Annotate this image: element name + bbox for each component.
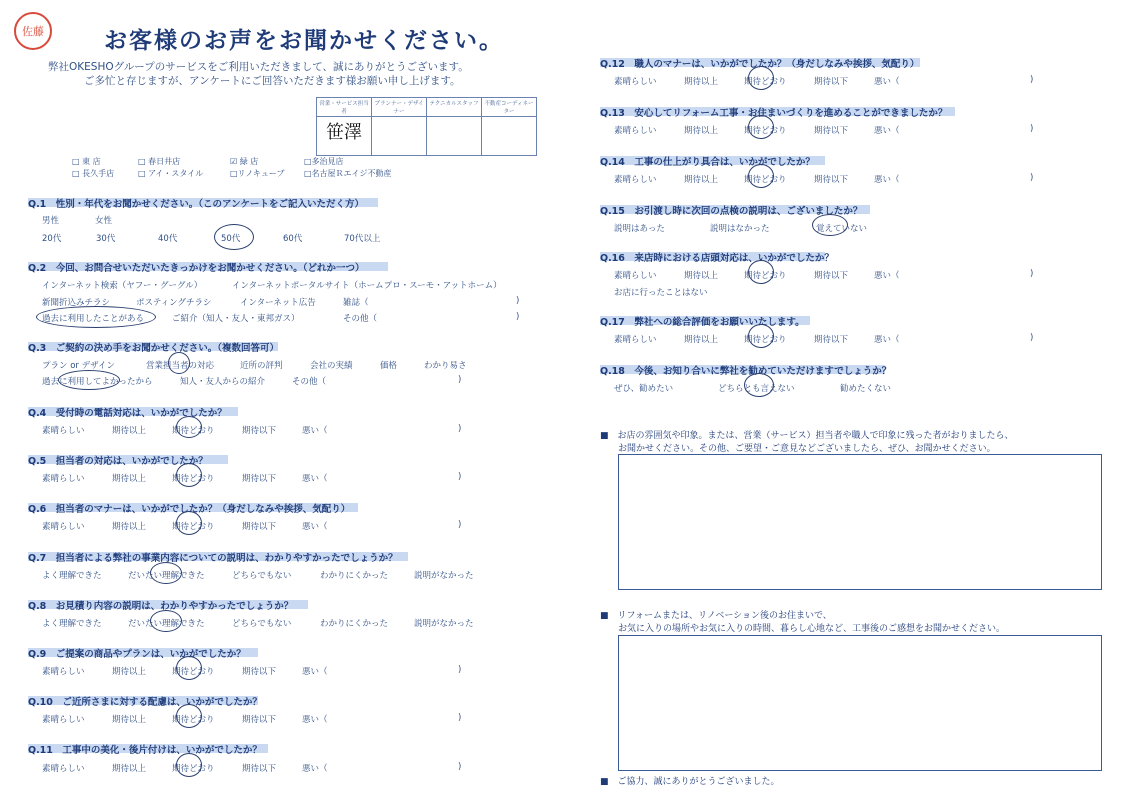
close-paren: )	[1030, 269, 1034, 279]
option[interactable]: インターネット検索（ヤフー・グーグル）	[42, 281, 203, 291]
question-title	[28, 550, 398, 564]
rating-option[interactable]: 期待どおり	[172, 667, 215, 677]
question-text: Q.18 今後、お知り合いに弊社を勧めていただけますでしょうか？	[600, 366, 892, 377]
rating-option[interactable]: 期待どおり	[172, 764, 215, 774]
question-text: Q.17 弊社への総合評価をお願いいたします。	[600, 317, 805, 328]
understand-option[interactable]: どちらでもない	[232, 571, 292, 581]
understand-option[interactable]: よく理解できた	[42, 619, 102, 629]
rating-option[interactable]: 期待どおり	[172, 715, 215, 725]
question-text: Q.6 担当者のマナーは、いかがでしたか？（身だしなみや挨拶、気配り）	[28, 504, 351, 515]
answer-mark	[176, 753, 202, 777]
rating-option[interactable]: 期待以上	[684, 271, 719, 281]
thanks-text: ■ ご協力、誠にありがとうございました。	[600, 777, 780, 787]
q15-option[interactable]: 覚えていない	[816, 224, 868, 234]
intro-text	[48, 60, 469, 88]
rating-option[interactable]: 素晴らしい	[42, 522, 85, 532]
free-comment-1-label: ■ お店の雰囲気や印象。または、営業（サービス）担当者や職人で印象に残った者がおりましたら、	[600, 431, 1014, 441]
question-text: Q.8 お見積り内容の説明は、わかりやすかったでしょうか？	[28, 601, 294, 612]
q18-option[interactable]: 勧めたくない	[840, 384, 892, 394]
rating-option[interactable]: 期待どおり	[172, 522, 215, 532]
close-paren: )	[458, 665, 462, 675]
intro-line-2: ご多忙と存じますが、アンケートにご回答いただきます様お願い申し上げます。	[84, 75, 461, 87]
rating-option[interactable]: 期待どおり	[744, 271, 787, 281]
rating-option[interactable]: 期待以下	[814, 77, 849, 87]
rating-option[interactable]: 素晴らしい	[614, 77, 657, 87]
question-title	[600, 363, 891, 377]
question-title	[28, 405, 227, 419]
rating-option[interactable]: 素晴らしい	[614, 335, 657, 345]
option[interactable]: 知人・友人からの紹介	[180, 377, 266, 387]
answer-mark	[176, 656, 202, 680]
question-title	[28, 340, 279, 354]
rating-option[interactable]: 悪い（	[302, 474, 328, 484]
rating-option[interactable]: 期待以上	[112, 667, 147, 677]
rating-option[interactable]: 期待以上	[684, 335, 719, 345]
question-title	[28, 646, 246, 660]
rating-option[interactable]: 期待以下	[814, 335, 849, 345]
answer-mark	[812, 214, 848, 236]
option[interactable]: 新聞折込みチラシ	[42, 298, 111, 308]
option-age[interactable]: 50代	[221, 234, 241, 244]
question-text: Q.12 職人のマナーは、いかがでしたか？（身だしなみや挨拶、気配り）	[600, 59, 920, 70]
option-age[interactable]: 20代	[42, 234, 62, 244]
close-paren: )	[458, 713, 462, 723]
question-text: Q.9 ご提案の商品やプランは、いかがでしたか？	[28, 649, 246, 660]
close-paren: )	[516, 296, 520, 306]
rating-option[interactable]: 期待以下	[242, 764, 277, 774]
option[interactable]: インターネットポータルサイト（ホームプロ・スーモ・アットホーム）	[232, 281, 502, 291]
store-checkboxes	[72, 156, 392, 180]
close-paren: )	[458, 472, 462, 482]
store-checkbox[interactable]: □ 春日井店	[138, 157, 181, 166]
option[interactable]: 過去に利用してよかったから	[42, 377, 153, 387]
answer-mark	[176, 704, 202, 728]
staff-header: テクニカルスタッフ	[427, 98, 482, 117]
rating-option[interactable]: 期待以下	[242, 522, 277, 532]
option-age[interactable]: 70代以上	[344, 234, 381, 244]
question-text: Q.7 担当者による弊社の事業内容についての説明は、わかりやすかったでしょうか？	[28, 553, 398, 564]
store-checkbox[interactable]: □ 東 店	[72, 157, 101, 166]
rating-option[interactable]: 期待以下	[242, 715, 277, 725]
question-text: Q.14 工事の仕上がり具合は、いかがでしたか？	[600, 157, 815, 168]
understand-option[interactable]: よく理解できた	[42, 571, 102, 581]
rating-option[interactable]: 期待どおり	[744, 335, 787, 345]
rating-option[interactable]: 期待以下	[242, 426, 277, 436]
question-text: Q.11 工事中の美化・後片付けは、いかがでしたか？	[28, 745, 262, 756]
question-text: Q.1 性別・年代をお聞かせください。（このアンケートをご記入いただく方）	[28, 199, 364, 210]
rating-option[interactable]: 期待以上	[112, 764, 147, 774]
answer-mark	[150, 562, 182, 584]
rating-option[interactable]: 期待以上	[684, 77, 719, 87]
close-paren: )	[1030, 173, 1034, 183]
rating-option[interactable]: 悪い（	[874, 77, 900, 87]
store-checkbox[interactable]: □名古屋Ｒエイジ不動産	[304, 169, 392, 178]
option-male[interactable]: 男性	[42, 216, 60, 226]
rating-option[interactable]: 期待以上	[684, 126, 719, 136]
close-paren: )	[458, 520, 462, 530]
question-title	[28, 260, 365, 274]
rating-option[interactable]: 素晴らしい	[614, 126, 657, 136]
question-title	[28, 742, 262, 756]
rating-option[interactable]: 素晴らしい	[42, 667, 85, 677]
close-paren: )	[1030, 333, 1034, 343]
option[interactable]: 価格	[380, 361, 398, 371]
option[interactable]: 営業担当者の対応	[146, 361, 215, 371]
free-comment-2-label: お気に入りの場所やお気に入りの時間、暮らし心地など、工事後のご感想をお聞かせください。	[618, 624, 1006, 634]
option[interactable]: 近所の評判	[240, 361, 283, 371]
seal-stamp	[14, 12, 52, 50]
answer-mark	[744, 373, 774, 397]
question-title	[600, 154, 815, 168]
rating-option[interactable]: 期待以上	[112, 522, 147, 532]
answer-mark	[36, 306, 156, 328]
answer-mark	[176, 416, 202, 438]
option-age[interactable]: 60代	[283, 234, 303, 244]
rating-option[interactable]: 期待以下	[814, 271, 849, 281]
store-checkbox[interactable]: □リノキューブ	[230, 169, 285, 178]
staff-sign-cell[interactable]	[317, 117, 372, 156]
question-text: Q.15 お引渡し時に次回の点検の説明は、ございましたか？	[600, 206, 863, 217]
rating-option[interactable]: 悪い（	[874, 271, 900, 281]
option[interactable]: その他（	[292, 377, 327, 387]
close-paren: )	[1030, 75, 1034, 85]
rating-option[interactable]: 素晴らしい	[42, 764, 85, 774]
answer-mark	[150, 610, 182, 632]
question-text: Q.16 来店時における店頭対応は、いかがでしたか？	[600, 253, 834, 264]
option[interactable]: ポスティングチラシ	[136, 298, 212, 308]
staff-header: プランナー・デザイナー	[372, 98, 427, 117]
q16-extra-option[interactable]: お店に行ったことはない	[614, 288, 708, 298]
question-title	[600, 105, 947, 119]
answer-mark	[748, 66, 774, 90]
answer-mark	[214, 224, 254, 250]
free-comment-2-box[interactable]	[618, 635, 1102, 771]
rating-option[interactable]: 期待以下	[814, 126, 849, 136]
answer-mark	[176, 511, 202, 535]
answer-mark	[58, 370, 120, 390]
option[interactable]: 会社の実績	[310, 361, 353, 371]
store-checkbox[interactable]: □多治見店	[304, 157, 344, 166]
close-paren: )	[458, 375, 462, 385]
option-age[interactable]: 40代	[158, 234, 178, 244]
rating-option[interactable]: 素晴らしい	[42, 715, 85, 725]
rating-option[interactable]: 悪い（	[874, 335, 900, 345]
close-paren: )	[458, 762, 462, 772]
option[interactable]: ご紹介（知人・友人・東邦ガス）	[172, 314, 300, 324]
close-paren: )	[458, 424, 462, 434]
question-title	[600, 250, 834, 264]
rating-option[interactable]: 素晴らしい	[42, 474, 85, 484]
question-text: Q.3 ご契約の決め手をお聞かせください。（複数回答可）	[28, 343, 280, 354]
rating-option[interactable]: 期待以上	[112, 426, 147, 436]
rating-option[interactable]: 素晴らしい	[42, 426, 85, 436]
option[interactable]: インターネット広告	[240, 298, 316, 308]
understand-option[interactable]: 説明がなかった	[414, 571, 474, 581]
option[interactable]: その他（	[343, 314, 378, 324]
intro-line-1: 弊社OKESHOグループのサービスをご利用いただきまして、誠にありがとうございます。	[48, 61, 469, 73]
page-title: お客様のお声をお聞かせください。	[104, 28, 504, 54]
question-text: Q.13 安心してリフォーム工事・お住まいづくりを進めることができましたか？	[600, 108, 948, 119]
option-female[interactable]: 女性	[95, 216, 113, 226]
option-age[interactable]: 30代	[96, 234, 116, 244]
rating-option[interactable]: 素晴らしい	[614, 175, 657, 185]
rating-option[interactable]: 悪い（	[302, 522, 328, 532]
staff-sign-cell[interactable]	[427, 117, 482, 156]
option[interactable]: 雑誌（	[343, 298, 369, 308]
rating-option[interactable]: 期待どおり	[744, 77, 787, 87]
understand-option[interactable]: 説明がなかった	[414, 619, 474, 629]
question-title	[28, 196, 364, 210]
understand-option[interactable]: わかりにくかった	[320, 571, 389, 581]
understand-option[interactable]: どちらでもない	[232, 619, 292, 629]
rating-option[interactable]: 期待どおり	[172, 474, 215, 484]
store-checkbox[interactable]: ☑ 緑 店	[230, 157, 259, 166]
rating-option[interactable]: 期待以下	[242, 474, 277, 484]
staff-header: 不動産コーディネーター	[482, 98, 537, 117]
rating-option[interactable]: 期待以下	[814, 175, 849, 185]
q18-option[interactable]: どちらとも言えない	[718, 384, 795, 394]
rating-option[interactable]: 期待以上	[684, 175, 719, 185]
question-text: Q.4 受付時の電話対応は、いかがでしたか？	[28, 408, 227, 419]
store-checkbox[interactable]: □ 長久手店	[72, 169, 115, 178]
understand-option[interactable]: だいたい理解できた	[128, 619, 205, 629]
q15-option[interactable]: 説明はなかった	[710, 224, 770, 234]
q18-option[interactable]: ぜひ、勧めたい	[614, 384, 674, 394]
option[interactable]: プラン or デザイン	[42, 361, 116, 371]
store-checkbox[interactable]: □ アイ・スタイル	[138, 169, 204, 178]
free-comment-1-box[interactable]	[618, 454, 1102, 590]
answer-mark	[176, 463, 202, 487]
option[interactable]: わかり易さ	[424, 361, 467, 371]
rating-option[interactable]: 悪い（	[874, 126, 900, 136]
staff-sign-cell[interactable]	[482, 117, 537, 156]
seal-text: 佐藤	[22, 24, 44, 38]
staff-table	[316, 97, 537, 156]
rating-option[interactable]: 期待どおり	[744, 175, 787, 185]
answer-mark	[748, 164, 774, 188]
free-comment-2-label: ■ リフォームまたは、リノベーション後のお住まいで、	[600, 611, 832, 621]
free-comment-1-label: お聞かせください。その他、ご要望・ご意見などございましたら、ぜひ、お聞かせください。	[618, 444, 996, 454]
question-text: Q.10 ご近所さまに対する配慮は、いかがでしたか？	[28, 697, 262, 708]
answer-mark	[748, 115, 774, 139]
staff-signature: 笹澤	[326, 122, 362, 143]
option[interactable]: 過去に利用したことがある	[42, 314, 145, 324]
rating-option[interactable]: 期待以下	[242, 667, 277, 677]
close-paren: )	[1030, 124, 1034, 134]
close-paren: )	[516, 312, 520, 322]
rating-option[interactable]: 悪い（	[302, 426, 328, 436]
rating-option[interactable]: 悪い（	[874, 175, 900, 185]
rating-option[interactable]: 期待以上	[112, 715, 147, 725]
q15-option[interactable]: 説明はあった	[614, 224, 665, 234]
rating-option[interactable]: 期待以上	[112, 474, 147, 484]
rating-option[interactable]: 悪い（	[302, 667, 328, 677]
question-title	[600, 314, 805, 328]
rating-option[interactable]: 期待どおり	[744, 126, 787, 136]
rating-option[interactable]: 期待どおり	[172, 426, 215, 436]
staff-sign-cell[interactable]	[372, 117, 427, 156]
understand-option[interactable]: わかりにくかった	[320, 619, 389, 629]
question-title	[28, 694, 262, 708]
answer-mark	[748, 324, 774, 348]
question-text: Q.5 担当者の対応は、いかがでしたか？	[28, 456, 208, 467]
answer-mark	[168, 352, 190, 374]
rating-option[interactable]: 悪い（	[302, 715, 328, 725]
staff-header: 営業・サービス担当者	[317, 98, 372, 117]
answer-mark	[748, 260, 774, 284]
understand-option[interactable]: だいたい理解できた	[128, 571, 205, 581]
rating-option[interactable]: 素晴らしい	[614, 271, 657, 281]
question-text: Q.2 今回、お問合せいただいたきっかけをお聞かせください。（どれか一つ）	[28, 263, 365, 274]
rating-option[interactable]: 悪い（	[302, 764, 328, 774]
